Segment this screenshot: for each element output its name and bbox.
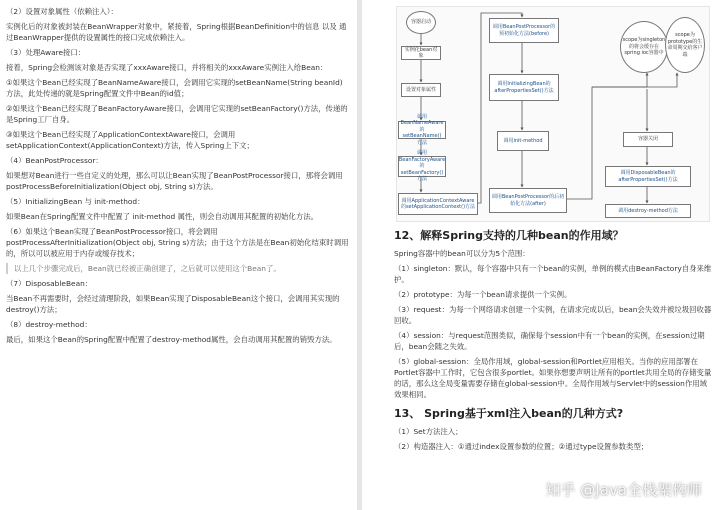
node-init-method: 调用init-method — [497, 131, 549, 151]
blockquote: 以上几个步骤完成后，Bean就已经被正确创建了，之后就可以使用这个Bean了。 — [6, 263, 349, 274]
section-heading: 12、解释Spring支持的几种bean的作用域？ — [394, 229, 624, 242]
section-heading: 13、 Spring基于xml注入bean的几种方式? — [394, 407, 624, 420]
paragraph: （3）request：为每一个网络请求创建一个实例，在请求完成以后，bean会失效并被垃圾回收器回收。 — [394, 305, 712, 325]
bean-lifecycle-diagram — [396, 6, 710, 222]
node-scope-singleton: scope为singleton的将会缓存在spring ioc容器中 — [620, 21, 668, 73]
paragraph: （4）session：与request范围类似，确保每个session中有一个bean的实例，在session过期后，bean会随之失效。 — [394, 331, 705, 351]
paragraph: （2）构造器注入：①通过index设置参数的位置；②通过type设置参数类型； — [394, 442, 649, 451]
node-bean-name-aware: 调用BeanNameAware的setBeanName()方法 — [398, 121, 446, 139]
node-container-close: 容器关闭 — [623, 132, 673, 147]
paragraph: （1）singleton：默认，每个容器中只有一个bean的实例，单例的模式由BeanFactory自身来维护。 — [394, 264, 712, 284]
paragraph: （2）prototype：为每一个bean请求提供一个实例。 — [394, 290, 572, 299]
paragraph: 最后，如果这个Bean的Spring配置中配置了destroy-method属性，会自动调用其配置的销毁方法。 — [6, 335, 337, 344]
paragraph: （4）BeanPostProcessor： — [6, 156, 103, 165]
node-application-context-aware: 调用ApplicationContextAware的setApplicationContext()方法 — [398, 193, 478, 215]
node-scope-prototype: scope为prototype的生命周期交给客户端 — [665, 17, 705, 73]
node-set-properties: 设置对象属性 — [401, 83, 441, 97]
right-page — [362, 0, 720, 510]
node-instantiate: 实例化bean对象 — [401, 46, 441, 60]
node-destroy-method: 调用destroy-method方法 — [605, 204, 691, 218]
paragraph: 实例化后的对象被封装在BeanWrapper对象中，紧接着，Spring根据BeanDefinition中的信息 以及 通过BeanWrapper提供的设置属性的接口完成依赖注入。 — [6, 22, 347, 42]
paragraph: 当Bean不再需要时，会经过清理阶段，如果Bean实现了DisposableBean这个接口，会调用其实现的destroy()方法； — [6, 294, 340, 314]
paragraph: ①如果这个Bean已经实现了BeanNameAware接口，会调用它实现的setBeanName(String beanId)方法，此处传递的就是Spring配置文件中Bean的id值； — [6, 78, 343, 98]
paragraph: （8）destroy-method： — [6, 320, 92, 329]
node-disposable-bean: 调用DisposableBean的afterPropertiesSet()方法 — [605, 166, 691, 187]
paragraph: 如果Bean在Spring配置文件中配置了 init-method 属性，则会自动调用其配置的初始化方法。 — [6, 212, 318, 221]
node-initializing-bean: 调用InitializingBean的afterPropertiesSet()方法 — [489, 74, 559, 101]
left-page — [0, 0, 357, 510]
paragraph: （5）InitializingBean 与 init-method： — [6, 197, 145, 206]
paragraph: （1）Set方法注入； — [394, 427, 463, 436]
paragraph: （3）处理Aware接口： — [6, 48, 86, 57]
paragraph: （6）如果这个Bean实现了BeanPostProcessor接口，将会调用postProcessAfterInitialization(Object obj, String s)方法；由于这个方法是在Bean初始化结束时调用的，所以可以被应用于内存或缓存技术； — [6, 227, 349, 258]
paragraph: 接着，Spring会检测该对象是否实现了xxxAware接口，并将相关的xxxAware实例注入给Bean： — [6, 63, 328, 72]
paragraph: ②如果这个Bean已经实现了BeanFactoryAware接口，会调用它实现的setBeanFactory()方法，传递的是Spring工厂自身。 — [6, 104, 348, 124]
node-bean-factory-aware: 调用BeanFactoryAware的setBeanFactory()方法 — [398, 150, 446, 183]
watermark: 知乎 @Java全栈架构师 — [545, 481, 702, 499]
paragraph: （7）DisposableBean： — [6, 279, 93, 288]
paragraph: （2）设置对象属性（依赖注入）： — [6, 7, 118, 16]
node-container-start: 容器启动 — [406, 11, 436, 34]
node-bpp-after: 调用BeanPostProcessor的后初始化方法(after) — [489, 188, 567, 213]
paragraph: Spring容器中的bean可以分为5个范围： — [394, 249, 530, 258]
paragraph: ③如果这个Bean已经实现了ApplicationContextAware接口，会调用setApplicationContext(ApplicationContext)方法，传入Spring上下文； — [6, 130, 254, 150]
node-bpp-before: 调用BeanPostProcessor的预初始化方法(before) — [489, 18, 559, 43]
paragraph: （5）global-session：全局作用域，global-session和Portlet应用相关。当你的应用部署在Portlet容器中工作时，它包含很多portlet。如果你想要声明让所有的portlet共用全局的存储变量的话，那么这全局变量需要存储在global-session中。全局作用域与Servlet中的session作用域效果相同。 — [394, 357, 712, 399]
paragraph: 如果想对Bean进行一些自定义的处理，那么可以让Bean实现了BeanPostProcessor接口，那将会调用postProcessBeforeInitialization(Object obj, String s)方法。 — [6, 171, 343, 191]
